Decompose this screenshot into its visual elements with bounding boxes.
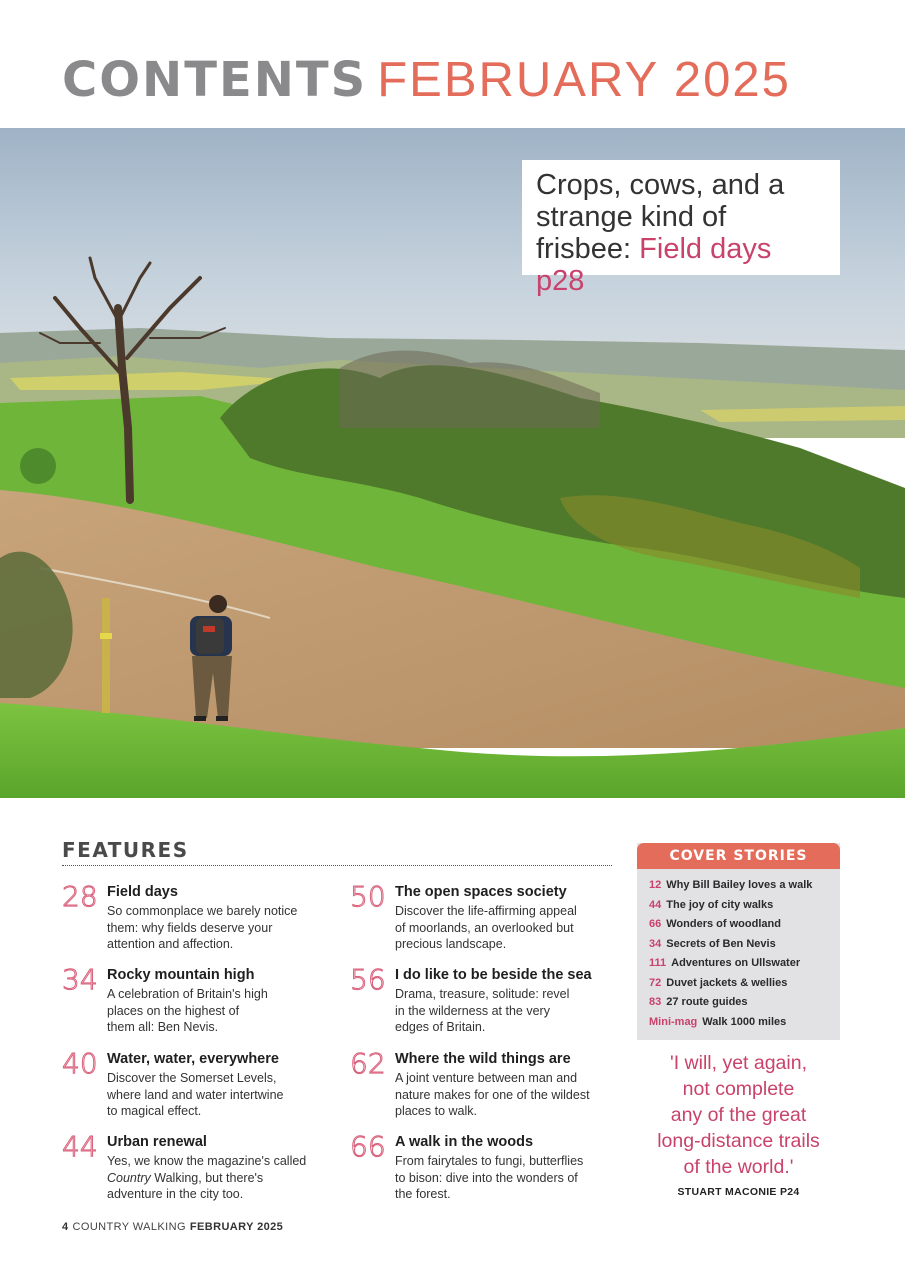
feature-desc-line: where land and water intertwine [107,1087,284,1102]
cover-line-box [522,160,840,297]
cover-story-text: Adventures on Ullswater [671,957,801,969]
cover-story-page: Mini-mag [649,1015,698,1028]
feature-page-number: 62 [350,1047,386,1080]
feature-desc-line: Drama, treasure, solitude: revel [395,987,570,1001]
cover-story-text: Walk 1000 miles [702,1015,787,1028]
cover-story-text: Secrets of Ben Nevis [666,937,776,950]
feature-description [395,986,615,1036]
feature-desc-line: in the wilderness at the very [395,1003,550,1018]
feature-title: The open spaces society [395,884,567,900]
quote-line: long-distance trails [657,1130,820,1152]
feature-desc-line: them: why fields deserve your [107,920,273,935]
feature-desc-fragment: Walking, but there's [150,1170,264,1185]
feature-page-number: 56 [350,963,386,996]
feature-desc-line: Discover the Somerset Levels, [107,1071,277,1085]
issue-date: FEBRUARY 2025 [189,1221,284,1233]
features-heading-text: FEATURES [62,838,189,862]
feature-page-number: 40 [62,1047,98,1080]
quote-line: of the world.' [683,1156,794,1178]
feature-desc-line: to bison: dive into the wonders of [395,1170,578,1185]
feature-desc-line: places on the highest of [107,1003,240,1018]
quote-line: any of the great [670,1104,807,1126]
cover-story-item[interactable] [649,879,840,899]
cover-story-page: 12 [649,879,662,891]
cover-story-page: 83 [649,996,662,1008]
feature-title: A walk in the woods [395,1134,534,1150]
cover-story-item[interactable] [649,977,840,997]
feature-desc-line: A celebration of Britain's high [107,987,268,1001]
cover-story-item[interactable] [649,1016,840,1036]
fence-post [102,598,110,713]
cover-story-text: Wonders of woodland [666,918,781,930]
feature-page-number: 66 [350,1130,386,1163]
feature-desc-line [107,1170,327,1187]
pull-quote-text [637,1050,840,1180]
cover-story-text: Why Bill Bailey loves a walk [666,879,813,891]
feature-desc-line: to magical effect. [107,1104,202,1118]
feature-desc-line: A joint venture between man and [395,1071,578,1085]
cover-line-3 [536,233,826,297]
cover-line-page-ref: Field days p28 [536,233,772,297]
cover-story-item[interactable] [649,938,840,958]
feature-page-number: 34 [62,963,98,996]
magazine-name: COUNTRY WALKING [72,1221,186,1233]
cover-stories-list [637,869,840,1035]
feature-desc-line: So commonplace we barely notice [107,904,298,918]
feature-desc-line: precious landscape. [395,937,507,951]
cover-story-item[interactable] [649,957,840,977]
magazine-name-italic: Country [107,1170,151,1185]
cover-line-1: Crops, cows, and a [536,169,785,201]
feature-desc-line: them all: Ben Nevis. [107,1020,219,1034]
feature-page-number: 50 [350,880,386,913]
feature-desc-line: Discover the life-affirming appeal [395,904,577,918]
cover-story-item[interactable] [649,996,840,1016]
cover-story-text: Duvet jackets & wellies [666,976,788,989]
feature-description [107,1070,327,1120]
feature-description [395,1070,615,1120]
feature-desc-line: Yes, we know the magazine's called [107,1154,307,1168]
cover-story-item[interactable] [649,899,840,919]
features-heading [62,838,612,866]
feature-desc-line: nature makes for one of the wildest [395,1087,590,1102]
cover-story-text: The joy of city walks [666,898,774,911]
feature-description [107,986,327,1036]
cover-stories-header [637,843,840,869]
pull-quote [637,1050,840,1198]
feature-title: Rocky mountain high [107,967,255,983]
feature-description [395,1153,615,1203]
feature-title: Water, water, everywhere [107,1051,279,1067]
cover-stories-panel [637,843,840,1040]
cover-story-page: 44 [649,898,662,911]
feature-title: Where the wild things are [395,1051,571,1067]
feature-description [107,903,327,953]
feature-desc-line: the forest. [395,1187,451,1201]
feature-title: Field days [107,884,178,900]
quote-line: not complete [682,1078,795,1100]
quote-attribution: STUART MACONIE P24 [677,1186,800,1198]
cover-line-3-prefix: frisbee: [536,233,640,265]
feature-desc-line: edges of Britain. [395,1020,486,1034]
cover-story-page: 72 [649,976,662,989]
cover-story-text: 27 route guides [666,996,748,1008]
feature-description [107,1153,327,1203]
page-number: 4 [62,1221,69,1233]
feature-page-number: 28 [62,880,98,913]
feature-desc-line: adventure in the city too. [107,1187,244,1201]
cover-story-page: 66 [649,918,662,930]
title-issue-date: FEBRUARY 2025 [377,53,791,107]
feature-desc-line: attention and affection. [107,937,234,951]
feature-title: I do like to be beside the sea [395,967,592,983]
page-footer [62,1221,283,1233]
quote-line: 'I will, yet again, [669,1052,808,1074]
cover-line-2: strange kind of [536,201,727,233]
cover-story-page: 111 [649,957,667,969]
feature-desc-line: of moorlands, an overlooked but [395,920,574,935]
cover-story-page: 34 [649,937,662,950]
feature-desc-line: places to walk. [395,1104,477,1118]
feature-description [395,903,615,953]
title-contents: CONTENTS [62,52,368,108]
page-title [62,52,791,112]
feature-title: Urban renewal [107,1134,207,1150]
feature-desc-line: From fairytales to fungi, butterflies [395,1154,584,1168]
feature-page-number: 44 [62,1130,98,1163]
cover-story-item[interactable] [649,918,840,938]
cover-stories-heading: COVER STORIES [669,848,808,864]
